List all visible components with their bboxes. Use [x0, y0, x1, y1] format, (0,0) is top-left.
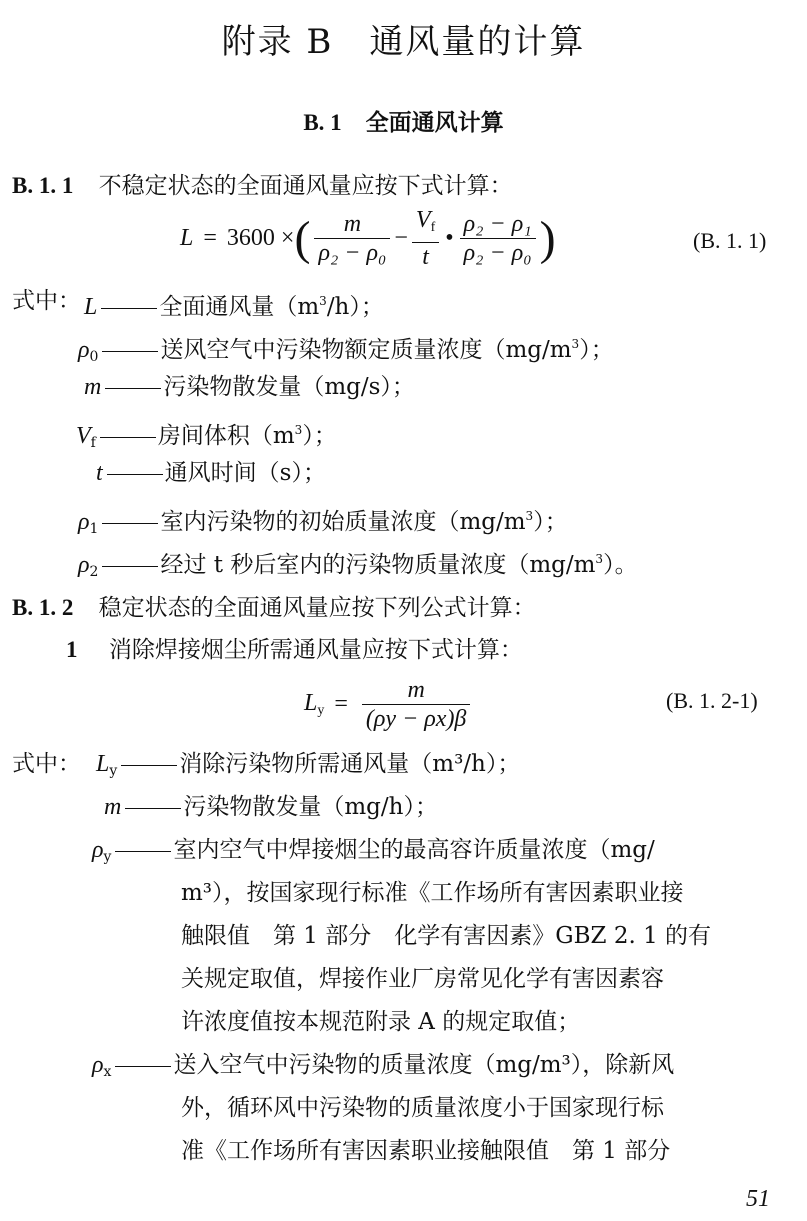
definition-m: m 污染物散发量（mg/s）；: [84, 374, 415, 400]
equation-number: (B. 1. 2-1): [666, 688, 758, 713]
fraction-2-denominator: t: [422, 244, 429, 270]
clause-number: B. 1. 1: [12, 173, 74, 198]
definition-rhox-cont-2: 准《工作场所有害因素职业接触限值 第 1 部分: [181, 1138, 671, 1164]
formula-factor: 3600 ×: [226, 225, 295, 251]
definition-rho1: $\rho_1$ 室内污染物的初始质量浓度$(mg/m^3)$；: [78, 509, 568, 537]
definition-rhoy-cont-3: 关规定取值，焊接作业厂房常见化学有害因素容: [181, 966, 664, 992]
formula-dot: •: [445, 225, 454, 251]
definition-rhox: $\rho_x$ 送入空气中污染物的质量浓度（mg/m³），除新风: [92, 1052, 675, 1080]
section-heading: [0, 104, 807, 137]
formula-b-1-1: [180, 206, 556, 271]
definition-rho0: $\rho_0$ 送风空气中污染物额定质量浓度$(mg/m^3)$；: [78, 337, 614, 365]
formula-minus: −: [394, 225, 408, 251]
page-number: 51: [746, 1186, 770, 1212]
definition-L: L 全面通风量$(m^3/h)$；: [84, 294, 384, 320]
fraction-2-numerator: $V_f$: [415, 207, 436, 235]
fraction-2: [412, 206, 439, 271]
fraction-numerator: m: [407, 677, 425, 703]
formula-b-1-2-1: [304, 676, 474, 733]
clause-number: B. 1. 2: [12, 595, 74, 620]
where-label: 式中：: [12, 288, 81, 314]
definition-Vf: $V_f$ 房间体积$(m^3)$；: [76, 423, 337, 451]
definition-rhoy-cont-1: m³），按国家现行标准《工作场所有害因素职业接: [181, 880, 684, 906]
definition-rhoy: $\rho_y$ 室内空气中焊接烟尘的最高容许质量浓度（mg/: [92, 837, 655, 865]
definition-Ly: $L_y$ 消除污染物所需通风量（m³/h）；: [96, 751, 521, 779]
formula-eq: =: [334, 691, 348, 717]
definition-m: m 污染物散发量（mg/h）；: [104, 794, 438, 820]
definition-rhoy-cont-4: 许浓度值按本规范附录 A 的规定取值；: [181, 1009, 581, 1035]
clause-text: 稳定状态的全面通风量应按下列公式计算：: [98, 595, 536, 621]
item-1: [66, 631, 523, 664]
clause-b-1-2: [12, 589, 536, 622]
fraction-3: [460, 210, 536, 267]
fraction: [362, 676, 470, 733]
right-paren: ): [539, 212, 556, 265]
formula-eq: =: [203, 225, 217, 251]
fraction-3-numerator: ρ₂ − ρ₁: [463, 211, 532, 237]
clause-text: 不稳定状态的全面通风量应按下式计算：: [98, 173, 513, 199]
clause-b-1-1: [12, 167, 513, 200]
section-title: 全面通风计算: [365, 110, 504, 136]
section-number: B. 1: [303, 110, 342, 135]
fraction-1: [314, 210, 390, 267]
definition-t: t 通风时间（s）；: [96, 460, 326, 486]
fraction-1-denominator: ρ₂ − ρ₀: [318, 240, 387, 266]
where-label: 式中：: [12, 751, 81, 777]
formula-lhs: $L_y$: [304, 690, 325, 718]
formula-lhs: L: [180, 225, 194, 251]
appendix-title: 附录 B 通风量的计算: [221, 22, 586, 62]
definition-rhox-cont-1: 外，循环风中污染物的质量浓度小于国家现行标: [181, 1095, 664, 1121]
fraction-1-numerator: m: [343, 211, 362, 237]
item-number: 1: [66, 637, 78, 662]
fraction-denominator: (ρy − ρx)β: [365, 706, 467, 732]
item-text: 消除焊接烟尘所需通风量应按下式计算：: [108, 637, 523, 663]
fraction-3-denominator: ρ₂ − ρ₀: [463, 240, 532, 266]
left-paren: (: [294, 212, 311, 265]
definition-rhoy-cont-2: 触限值 第 1 部分 化学有害因素》GBZ 2. 1 的有: [181, 923, 712, 949]
definition-rho2: $\rho_2$ 经过 t 秒后室内的污染物质量浓度$(mg/m^3)$。: [78, 552, 638, 580]
equation-number: (B. 1. 1): [693, 228, 767, 253]
